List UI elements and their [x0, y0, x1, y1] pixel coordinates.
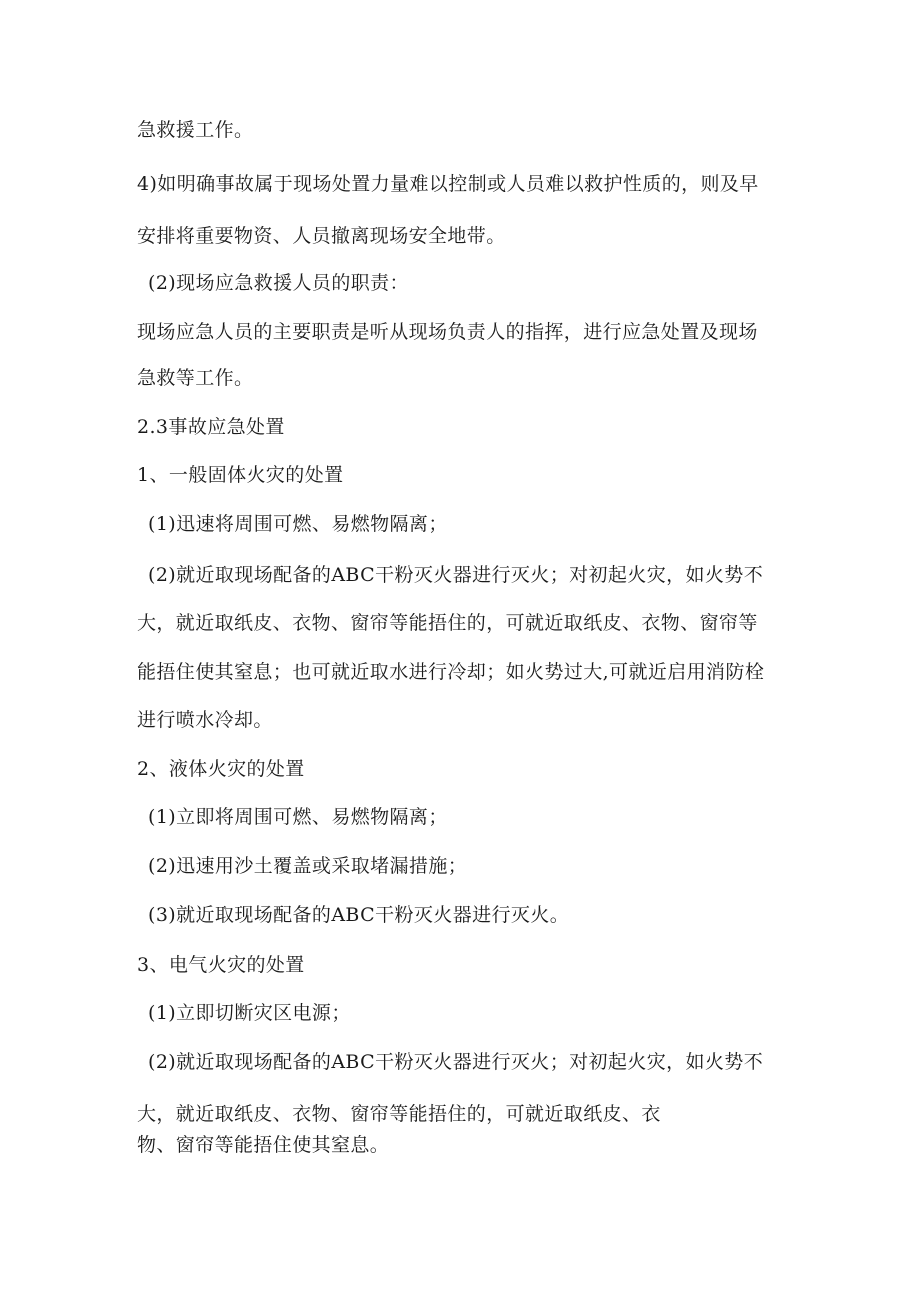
text-line-6: 急救等工作。 [137, 367, 254, 389]
text-line-17: (3)就近取现场配备的ABC干粉灭火器进行灭火。 [148, 904, 570, 926]
text-line-21: 大，就近取纸皮、衣物、窗帘等能捂住的，可就近取纸皮、衣 [137, 1103, 661, 1125]
text-line-9: (1)迅速将周围可燃、易燃物隔离； [148, 513, 448, 535]
text-line-4: (2)现场应急救援人员的职责： [148, 272, 409, 294]
text-line-3: 安排将重要物资、人员撤离现场安全地带。 [137, 225, 506, 247]
text-line-10: (2)就近取现场配备的ABC干粉灭火器进行灭火；对初起火灾，如火势不 [148, 564, 764, 586]
text-line-1: 急救援工作。 [137, 119, 254, 141]
text-line-11: 大，就近取纸皮、衣物、窗帘等能捂住的，可就近取纸皮、衣物、窗帘等 [137, 612, 758, 634]
text-line-16: (2)迅速用沙土覆盖或采取堵漏措施； [148, 855, 468, 877]
subheading-electrical-fire: 3、电气火灾的处置 [137, 954, 305, 976]
text-line-5: 现场应急人员的主要职责是听从现场负责人的指挥，进行应急处置及现场 [137, 321, 758, 343]
text-line-19: (1)立即切断灾区电源； [148, 1002, 351, 1024]
text-line-22: 物、窗帘等能捂住使其窒息。 [137, 1134, 390, 1156]
section-heading-2-3: 2.3事故应急处置 [137, 416, 285, 438]
subheading-liquid-fire: 2、液体火灾的处置 [137, 758, 305, 780]
text-line-13: 进行喷水冷却。 [137, 709, 273, 731]
text-line-2: 4)如明确事故属于现场处置力量难以控制或人员难以救护性质的，则及早 [137, 173, 759, 195]
text-line-15: (1)立即将周围可燃、易燃物隔离； [148, 806, 448, 828]
text-line-20: (2)就近取现场配备的ABC干粉灭火器进行灭火；对初起火灾，如火势不 [148, 1051, 764, 1073]
text-line-12: 能捂住使其窒息；也可就近取水进行冷却；如火势过大,可就近启用消防栓 [137, 661, 765, 683]
subheading-solid-fire: 1、一般固体火灾的处置 [137, 464, 344, 486]
